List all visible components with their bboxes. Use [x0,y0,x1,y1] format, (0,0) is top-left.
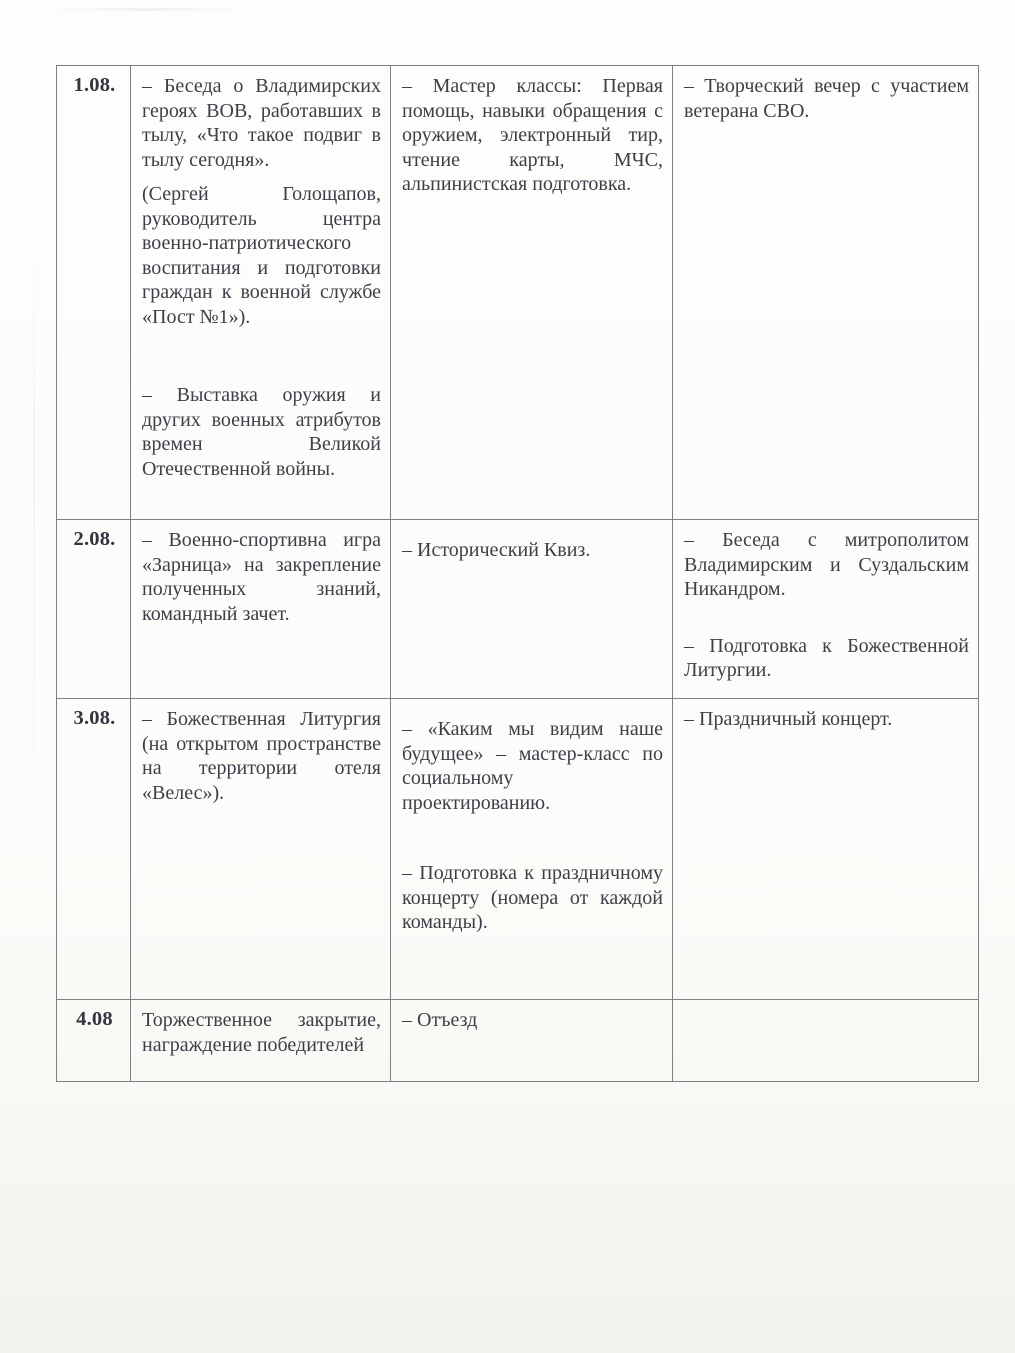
program-cell [131,66,391,520]
activity-paragraph: – Подготовка к Божественной Литургии. [684,634,969,681]
evening-cell [673,520,979,699]
activity-paragraph: – Беседа о Владимирских героях ВОВ, работавших в тылу, «Что такое подвиг в тылу сегодня». [142,75,381,171]
date-label: 1.08. [73,74,116,96]
activity-paragraph: – Божественная Литургия (на открытом пространстве на территории отеля «Велес»). [142,708,381,804]
activity-paragraph: – Беседа с митрополитом Владимирским и Суздальским Никандром. [684,529,969,600]
program-cell [131,699,391,1000]
evening-cell [673,699,979,1000]
activity-paragraph: – Мастер классы: Первая помощь, навыки обращения с оружием, электронный тир, чтение карты, МЧС, альпинистская подготовка. [402,75,663,195]
activity-paragraph: – Отъезд [402,1009,478,1031]
activity-paragraph: – Подготовка к праздничному концерту (номера от каждой команды). [402,862,663,933]
date-cell [57,1000,131,1082]
activity-paragraph: – Праздничный концерт. [684,708,893,730]
table-row [57,1000,979,1082]
date-label: 2.08. [73,528,116,550]
scan-artifact [33,240,35,860]
activity-paragraph: Торжественное закрытие, награждение победителей [142,1009,381,1056]
program-cell [131,520,391,699]
activity-paragraph: – Выставка оружия и других военных атрибутов времен Великой Отечественной войны. [142,384,381,480]
date-label: 3.08. [73,707,116,729]
activity-paragraph: – Исторический Квиз. [402,539,591,561]
activity-paragraph: (Сергей Голощапов, руководитель центра военно-патриотического воспитания и подготовки граждан к военной службе «Пост №1»). [142,183,381,328]
masterclasses-cell [391,1000,673,1082]
program-cell [131,1000,391,1082]
table-row [57,699,979,1000]
date-label: 4.08 [76,1008,113,1030]
activity-paragraph: – Творческий вечер с участием ветерана СВО. [684,75,969,122]
activity-paragraph: – Военно-спортивна игра «Зарница» на закрепление полученных знаний, командный зачет. [142,529,381,625]
evening-cell [673,66,979,520]
masterclasses-cell [391,699,673,1000]
activity-paragraph: – «Каким мы видим наше будущее» – мастер-класс по социальному проектированию. [402,718,663,814]
schedule-table [56,65,979,1082]
table-row [57,520,979,699]
table-row [57,66,979,520]
evening-cell [673,1000,979,1082]
date-cell [57,66,131,520]
masterclasses-cell [391,520,673,699]
date-cell [57,699,131,1000]
masterclasses-cell [391,66,673,520]
scan-artifact [42,7,252,12]
date-cell [57,520,131,699]
